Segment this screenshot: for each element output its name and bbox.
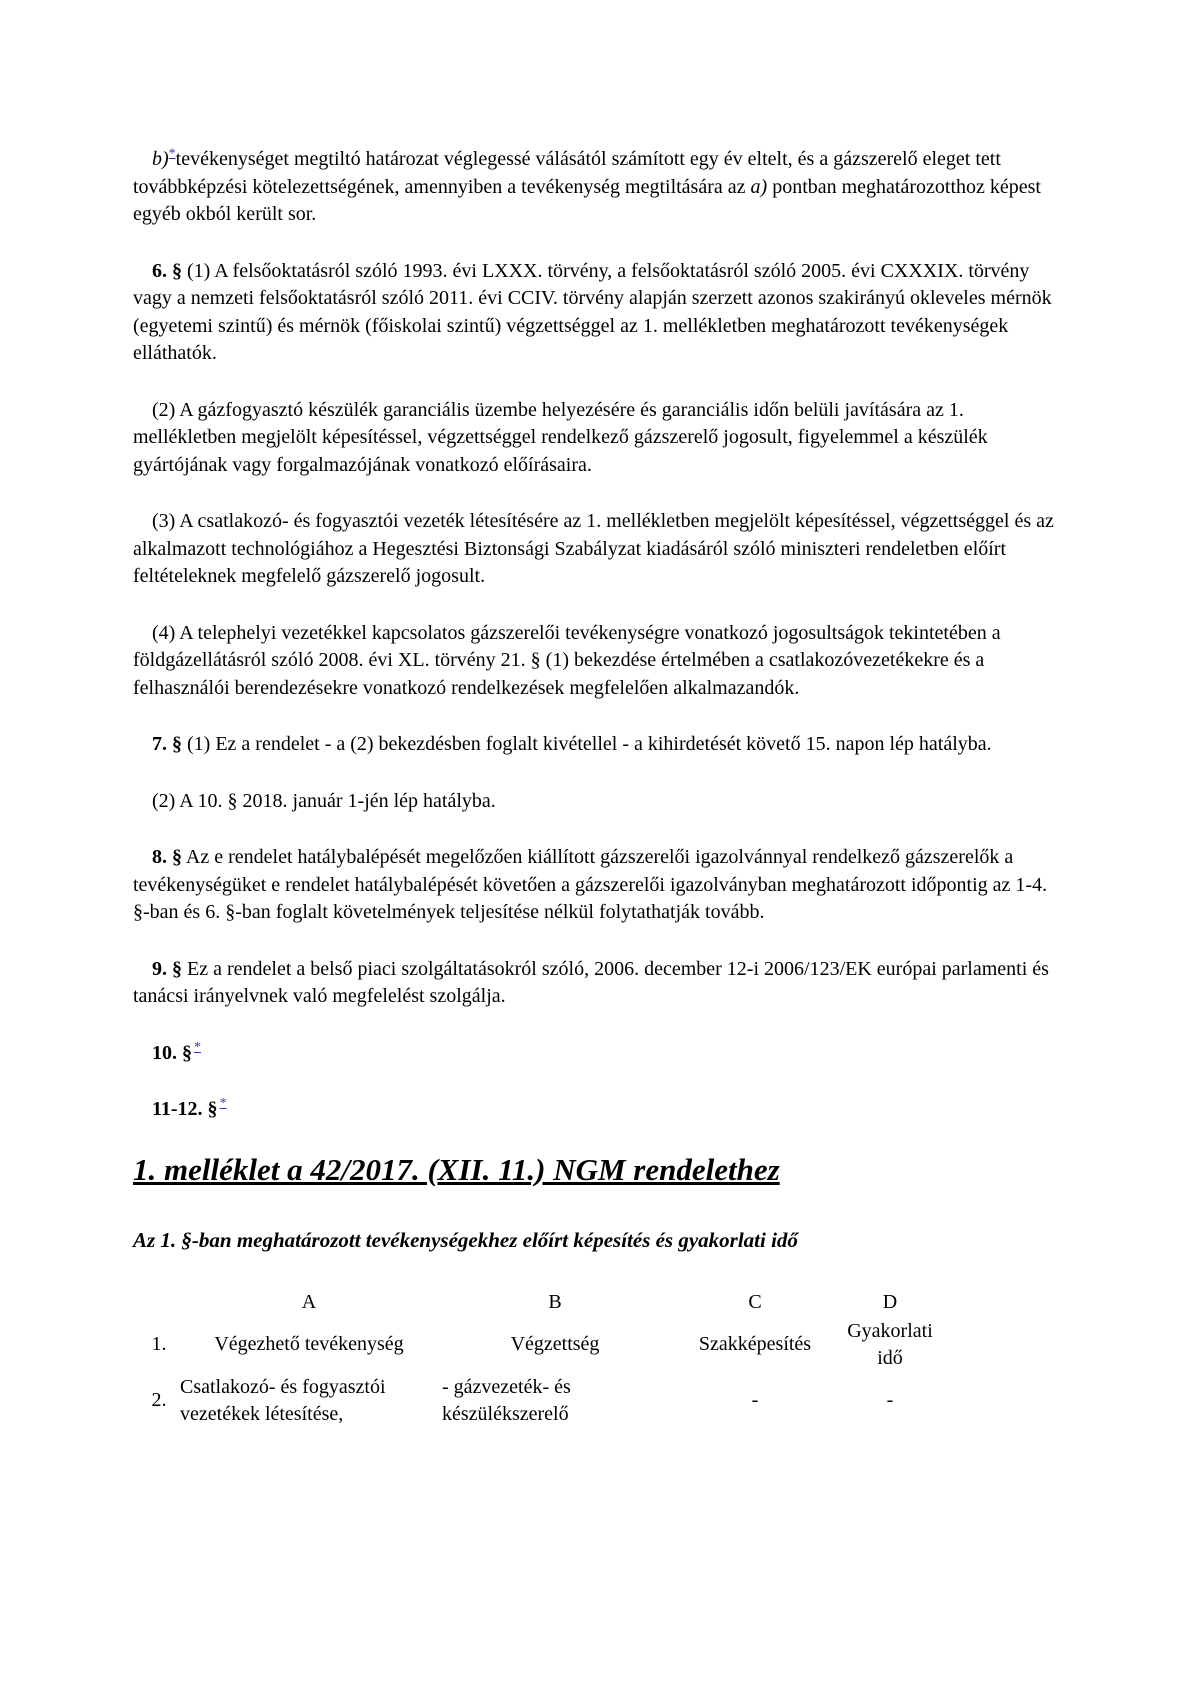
table-cell-qualification: - gázvezeték- és készülékszerelő (442, 1375, 571, 1425)
section-number: 11-12. § (152, 1098, 218, 1120)
paragraph-section-8 (133, 844, 1058, 927)
footnote-marker (220, 1096, 227, 1111)
paragraph-text: Az e rendelet hatálybalépését megelőzően kiállított gázszerelői igazolvánnyal rendelkező gázszerelők a tevékenységüket e rendelet hatálybalépését követően a gázszerelői igazolványban meghatározott időpontig az 1-4. §-ban és 6. §-ban foglalt követelmények teljesítése nélkül folytathatják tovább. (133, 846, 1048, 923)
paragraph-section-9 (133, 956, 1058, 1011)
table-row (140, 1317, 940, 1373)
paragraph-section-6-2 (133, 397, 1058, 480)
list-marker-b: b) (152, 148, 169, 170)
section-number: 6. § (152, 259, 182, 282)
paragraph-section-7-2 (133, 788, 1058, 816)
section-number: 10. § (152, 1041, 192, 1064)
paragraph-section-6-3 (133, 508, 1058, 591)
qualification-table (140, 1288, 940, 1429)
table-cell-practice: - (886, 1389, 894, 1411)
footnote-link-s11-12[interactable]: * (219, 1096, 227, 1112)
paragraph-text: Ez a rendelet a belső piaci szolgáltatásokról szóló, 2006. december 12-i 2006/123/EK európai parlamenti és tanácsi irányelvnek való megfelelést szolgálja. (133, 957, 1049, 1007)
paragraph-section-6-1 (133, 258, 1058, 368)
paragraph-text: (1) A felsőoktatásról szóló 1993. évi LXXX. törvény, a felsőoktatásról szóló 2005. évi CXXXIX. törvény vagy a nemzeti felsőoktatásról szóló 2011. évi CCIV. törvény alapján szerzett azonos szakirányú okleveles mérnök (egyetemi szintű) és mérnök (főiskolai szintű) végzettséggel az 1. mellékletben meghatározott tevékenységek elláthatók. (133, 259, 1052, 364)
paragraph-text: (3) A csatlakozó- és fogyasztói vezeték létesítésére az 1. mellékletben megjelölt képesítéssel, végzettséggel és az alkalmazott technológiához a Hegesztési Biztonsági Szabályzat kiadásáról szóló miniszteri rendeletben előírt feltételeknek megfelelő gázszerelő jogosult. (133, 510, 1054, 587)
table-cell-vocational-header: Szakképesítés (698, 1333, 812, 1355)
table-cell-activity: Csatlakozó- és fogyasztói vezetékek létesítése, (180, 1375, 386, 1425)
point-a-reference: a) (750, 175, 768, 198)
paragraph-section-6-4 (133, 620, 1058, 703)
paragraph-text: pontban meghatározotthoz képest egyéb okból került sor. (133, 175, 1041, 225)
table-column-letter-a: A (301, 1290, 317, 1313)
annex-heading: 1. melléklet a 42/2017. (XII. 11.) NGM rendelethez (133, 1151, 780, 1187)
paragraph-section-7-1 (133, 731, 1058, 759)
paragraph-b-point (133, 146, 1058, 229)
footnote-link-b[interactable]: * (168, 146, 176, 162)
paragraph-text: (4) A telephelyi vezetékkel kapcsolatos gázszerelői tevékenységre vonatkozó jogosultságok tekintetében a földgázellátásról szóló 2008. évi XL. törvény 21. § (1) bekezdése értelmében a csatlakozóvezetékekre és a felhasználói berendezésekre vonatkozó rendelkezések megfelelően alkalmazandók. (133, 621, 1001, 699)
table-cell-practice-header: Gyakorlati idő (847, 1319, 933, 1369)
footnote-marker (194, 1040, 201, 1055)
paragraph-section-10 (133, 1040, 1058, 1068)
section-number: 9. § (152, 957, 182, 980)
table-cell-activity-header: Végezhető tevékenység (214, 1333, 404, 1355)
section-number: 8. § (152, 846, 182, 868)
table-cell-empty (140, 1288, 178, 1317)
footnote-marker (169, 146, 176, 161)
paragraph-text: (2) A gázfogyasztó készülék garanciális üzembe helyezésére és garanciális időn belüli javítására az 1. mellékletben megjelölt képesítéssel, végzettséggel rendelkező gázszerelő jogosult, figyelemmel a készülék gyártójának vagy forgalmazójának vonatkozó előírásaira. (133, 398, 988, 476)
paragraph-text: (1) Ez a rendelet - a (2) bekezdésben foglalt kivétellel - a kihirdetését követő 15. napon lép hatályba. (182, 733, 992, 755)
table-column-letter-d: D (882, 1290, 898, 1313)
table-column-letter-c: C (748, 1290, 762, 1313)
paragraph-section-11-12 (133, 1096, 1058, 1124)
annex-subtitle: Az 1. §-ban meghatározott tevékenységekhez előírt képesítés és gyakorlati idő (133, 1227, 798, 1252)
footnote-link-s10[interactable]: * (194, 1039, 201, 1055)
table-column-letter-row (140, 1288, 940, 1317)
paragraph-text: (2) A 10. § 2018. január 1-jén lép hatályba. (152, 789, 496, 812)
table-cell-vocational: - (751, 1389, 759, 1411)
table-column-letter-b: B (548, 1290, 562, 1313)
section-number: 7. § (152, 733, 182, 755)
table-row-number: 1. (151, 1333, 167, 1355)
document-content (133, 0, 1058, 1429)
table-row-number: 2. (151, 1389, 167, 1411)
table-cell-qualification-header: Végzettség (510, 1333, 600, 1355)
table-row (140, 1373, 940, 1429)
paragraph-text: tevékenységet megtiltó határozat véglegessé válásától számított egy év eltelt, és a gázszerelő eleget tett továbbképzési kötelezettségének, amennyiben a tevékenység megtiltására az (133, 148, 1001, 198)
